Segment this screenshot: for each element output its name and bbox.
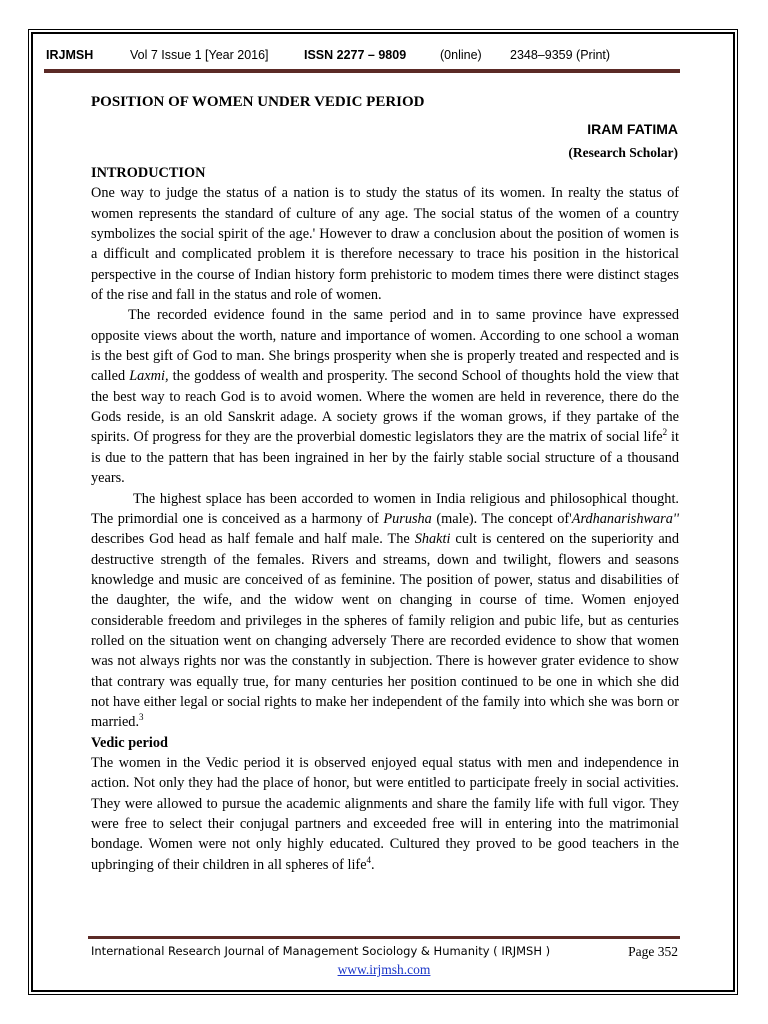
text-run: (male). The concept of' <box>431 510 572 527</box>
article-body <box>91 163 679 875</box>
term-laxmi: Laxmi, <box>129 368 169 385</box>
vedic-period-heading: Vedic period <box>91 734 168 751</box>
term-purusha: Purusha <box>383 510 432 527</box>
text-run: The recorded evidence found in the same period and in to same province have expressed opposite views about the worth, nature and importance of women. According to one school a woman is the best gift of God to man. She brings prosperity when she is properly treated and respected and is called <box>91 307 679 385</box>
journal-website-link[interactable]: www.irjmsh.com <box>337 962 431 977</box>
issn-online: (0nline) <box>440 48 482 62</box>
footnote-ref: 2 <box>662 427 668 438</box>
journal-abbr: IRJMSH <box>46 48 94 62</box>
intro-paragraph-1: One way to judge the status of a nation is to study the status of its women. In realty the status of women represents the standard of culture of any age. The social status of the women of a country symbolizes the social spirit of the age.' However to draw a conclusion about the position of women is a difficult and complicated problem it is therefore necessary to trace his position in the historical perspective in the course of Indian history form prehistoric to modem times there were distinct stages of the rise and fall in the status and role of women. <box>91 185 679 304</box>
author-affiliation: (Research Scholar) <box>568 145 678 160</box>
text-run: it is due to the pattern that has been ingrained in her by the fairly stable social structure of a thousand years. <box>91 429 679 487</box>
text-run: . <box>371 856 375 873</box>
issn: ISSN 2277 – 9809 <box>304 48 407 62</box>
author-name: IRAM FATIMA <box>587 121 678 137</box>
header-rule <box>44 69 680 73</box>
intro-paragraph-3 <box>91 489 679 733</box>
text-run: The highest splace has been accorded to women in India religious and philosophical thought. The primordial one is conceived as a harmony of <box>91 490 679 527</box>
footer-url <box>0 962 768 978</box>
text-run: The women in the Vedic period it is observed enjoyed equal status with men and independence in action. Not only they had the place of honor, but were entitled to participate freely in social activities. They were allowed to pursue the academic alignments and share the family life with full vigor. They were free to select their conjugal partners and exceeded free will in entering into the matrimonial bondage. Women were not only highly educated. Cultured they proved to be good teachers in the upbringing of their children in all spheres of life <box>91 754 679 873</box>
footer-rule <box>88 936 680 939</box>
vedic-paragraph-1 <box>91 753 679 875</box>
issn-print: 2348–9359 (Print) <box>510 48 611 62</box>
footer-journal-name: International Research Journal of Management Sociology & Humanity ( IRJMSH ) <box>91 944 551 958</box>
introduction-heading: INTRODUCTION <box>91 165 206 181</box>
term-shakti: Shakti <box>414 531 451 548</box>
footnote-ref: 3 <box>139 712 144 723</box>
text-run: the goddess of wealth and prosperity. The second School of thoughts hold the view that the best way to reach God is to avoid women. Where the women are held in reverence, there do the Gods reside, is an old Sanskrit adage. A society grows if the woman grows, if they partake of the spirits. Of progress for they are the proverbial domestic legislators they are the matrix of social life <box>91 368 679 446</box>
footnote-ref: 4 <box>366 854 372 865</box>
page-number: Page 352 <box>628 944 678 959</box>
text-run: describes God head as half female and half male. The <box>91 531 415 548</box>
term-ardhanarishwara: Ardhanarishwara'' <box>571 510 679 527</box>
article-title: POSITION OF WOMEN UNDER VEDIC PERIOD <box>91 94 425 110</box>
intro-paragraph-2 <box>91 305 679 488</box>
volume-issue: Vol 7 Issue 1 [Year 2016] <box>130 48 269 62</box>
text-run: cult is centered on the superiority and destructive strength of the females. Rivers and streams, down and twilight, flowers and seasons knowledge and music are conceived of as feminine. The position of power, status and disabilities of the daughter, the wife, and the widow went on changing in course of time. Women enjoyed considerable freedom and privileges in the spheres of family religion and pubic life, but as centuries rolled on the situation went on changing adversely There are recorded evidence to show that women was not always rights nor was the constantly in subjection. There is however grater evidence to show that contrary was equally true, for many centuries her position continued to be one in which she did not have either legal or social rights to make her independent of the family into which she was born or married. <box>91 531 679 731</box>
